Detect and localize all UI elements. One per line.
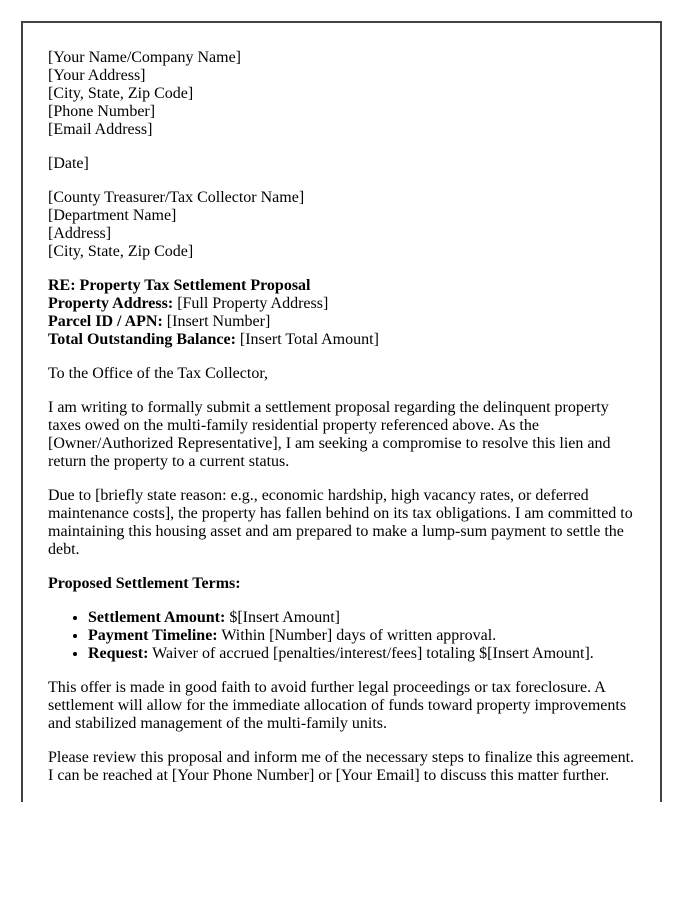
subject-block	[48, 277, 635, 349]
closing-paragraph: This offer is made in good faith to avoid further legal proceedings or tax foreclosure. A settlement will allow for the immediate allocation of funds toward property improvements and stabilized management of the multi-family units.	[48, 679, 627, 732]
date-line: [Date]	[48, 155, 89, 172]
salutation: To the Office of the Tax Collector,	[48, 365, 269, 382]
terms-heading-text: Proposed Settlement Terms:	[48, 575, 241, 592]
terms-list	[48, 609, 635, 663]
request-value: Waiver of accrued [penalties/interest/fees] totaling $[Insert Amount].	[148, 645, 594, 662]
terms-heading	[48, 575, 635, 593]
outstanding-balance-value: [Insert Total Amount]	[235, 331, 379, 348]
body-paragraph: Due to [briefly state reason: e.g., economic hardship, high vacancy rates, or deferred maintenance costs], the property has fallen behind on its tax obligations. I am committed to maintaining this housing asset and am prepared to make a lump-sum payment to settle the debt.	[48, 487, 633, 558]
request-label: Request:	[88, 645, 149, 662]
letter-document	[21, 21, 662, 802]
property-address-value: [Full Property Address]	[173, 295, 329, 312]
sender-address-block	[48, 49, 635, 139]
sender-line: [Your Address]	[48, 67, 146, 84]
subject-re-line: RE: Property Tax Settlement Proposal	[48, 277, 311, 294]
payment-timeline-label: Payment Timeline:	[88, 627, 218, 644]
parcel-id-label: Parcel ID / APN:	[48, 313, 163, 330]
recipient-line: [Department Name]	[48, 207, 177, 224]
property-address-label: Property Address:	[48, 295, 174, 312]
sender-line: [City, State, Zip Code]	[48, 85, 194, 102]
settlement-amount-label: Settlement Amount:	[88, 609, 226, 626]
list-item	[88, 609, 635, 627]
list-item	[88, 627, 635, 645]
closing-paragraph: Please review this proposal and inform me of the necessary steps to finalize this agreement. I can be reached at [Your Phone Number] or [Your Email] to discuss this matter further.	[48, 749, 635, 784]
recipient-line: [City, State, Zip Code]	[48, 243, 194, 260]
recipient-line: [County Treasurer/Tax Collector Name]	[48, 189, 305, 206]
payment-timeline-value: Within [Number] days of written approval.	[217, 627, 497, 644]
list-item	[88, 645, 635, 663]
sender-line: [Phone Number]	[48, 103, 156, 120]
body-paragraph: I am writing to formally submit a settlement proposal regarding the delinquent property taxes owed on the multi-family residential property referenced above. As the [Owner/Authorized Representative], I am seeking a compromise to resolve this lien and return the property to a current status.	[48, 399, 611, 470]
recipient-address-block	[48, 189, 635, 261]
sender-line: [Your Name/Company Name]	[48, 49, 242, 66]
recipient-line: [Address]	[48, 225, 112, 242]
sender-line: [Email Address]	[48, 121, 153, 138]
outstanding-balance-label: Total Outstanding Balance:	[48, 331, 236, 348]
parcel-id-value: [Insert Number]	[162, 313, 271, 330]
settlement-amount-value: $[Insert Amount]	[225, 609, 340, 626]
